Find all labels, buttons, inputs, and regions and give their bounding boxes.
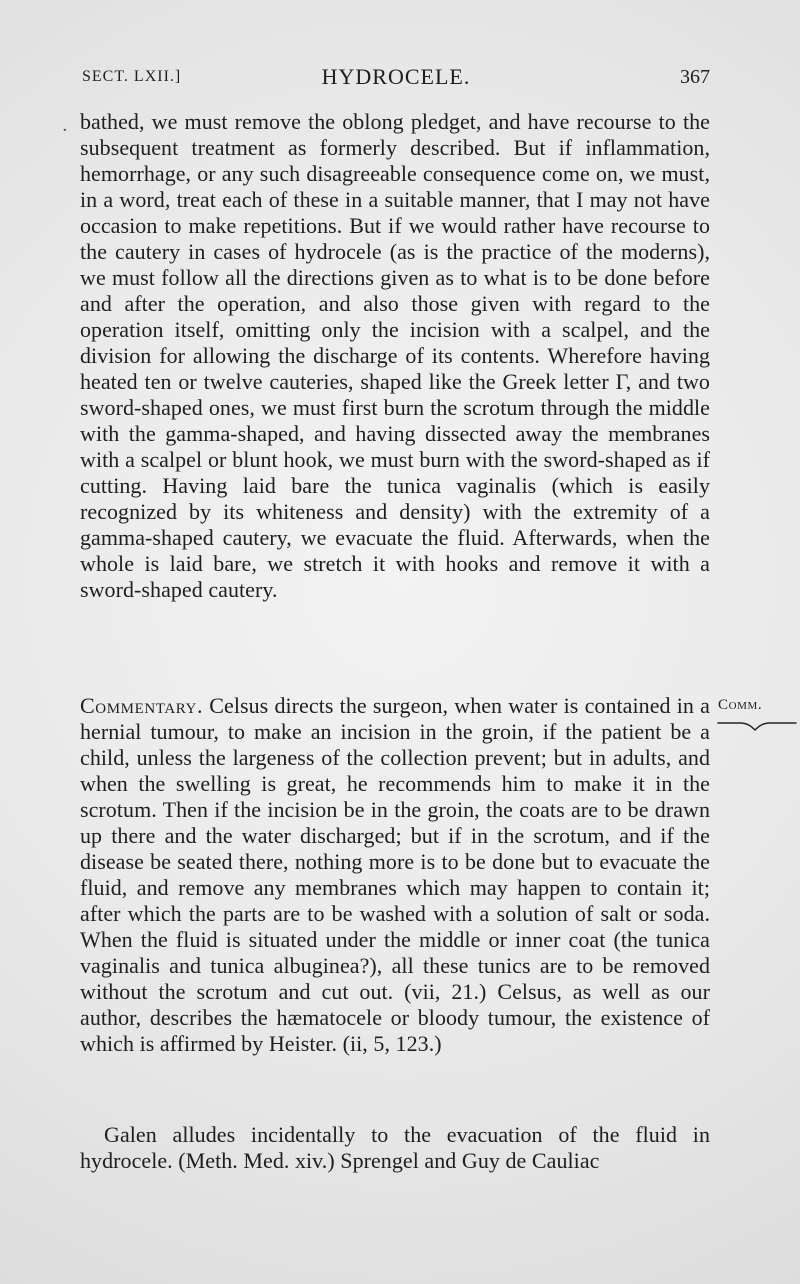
commentary-label: Commentary. [80,693,204,718]
paragraph-1-text: bathed, we must remove the oblong pledget, and have recourse to the subsequent treatment as formerly described. But if inflammation, hemorrhage, or any such disagreeable consequence come on, we must, in a word, treat each of these in a suitable manner, that I may not have occasion to make repetitions. But if we would rather have recourse to the cautery in cases of hydrocele (as is the practice of the moderns), we must follow all the directions given as to what is to be done before and after the operation, and also those given with regard to the operation itself, omitting only the incision with a scalpel, and the division for allowing the discharge of its contents. Wherefore having heated ten or twelve cauteries, shaped like the Greek letter Γ, and two sword-shaped ones, we must first burn the scrotum through the middle with the gamma-shaped, and having dissected away the membranes with a scalpel or blunt hook, we must burn with the sword-shaped as if cutting. Having laid bare the tunica vaginalis (which is easily recognized by its whiteness and density) with the extremity of a gamma-shaped cautery, we evacuate the fluid. Afterwards, when the whole is laid bare, we stretch it with hooks and remove it with a sword-shaped cautery. [80,109,710,602]
curly-brace-icon [716,715,798,735]
margin-mark-icon: · [62,120,68,141]
page-header [82,64,710,92]
paragraph-continuation [80,1122,710,1174]
page-number: 367 [680,66,710,88]
paragraph-3-text: Galen alludes incidentally to the evacuation of the fluid in hydrocele. (Meth. Med. xiv.) Sprengel and Guy de Cauliac [80,1122,710,1173]
running-title: HYDROCELE. [321,64,471,89]
commentary-body: Celsus directs the surgeon, when water is contained in a hernial tumour, to make an incision in the groin, if the patient be a child, unless the largeness of the collection prevent; but in adults, and when the swelling is great, he recommends him to make it in the scrotum. Then if the incision be in the groin, the coats are to be drawn up there and the water discharged; but if in the scrotum, and if the disease be seated there, nothing more is to be done but to evacuate the fluid, and remove any membranes which may happen to contain it; after which the parts are to be washed with a solution of salt or soda. When the fluid is situated under the middle or inner coat (the tunica vaginalis and tunica albuginea?), all these tunics are to be removed without the scrotum and cut out. (vii, 21.) Celsus, as well as our author, describes the hæmatocele or bloody tumour, the existence of which is affirmed by Heister. (ii, 5, 123.) [80,693,710,1056]
margin-note-comm: Comm. [718,697,763,713]
running-section-label: SECT. LXII.] [82,68,182,85]
paragraph-main-text [80,109,710,603]
commentary-paragraph [80,693,710,1057]
